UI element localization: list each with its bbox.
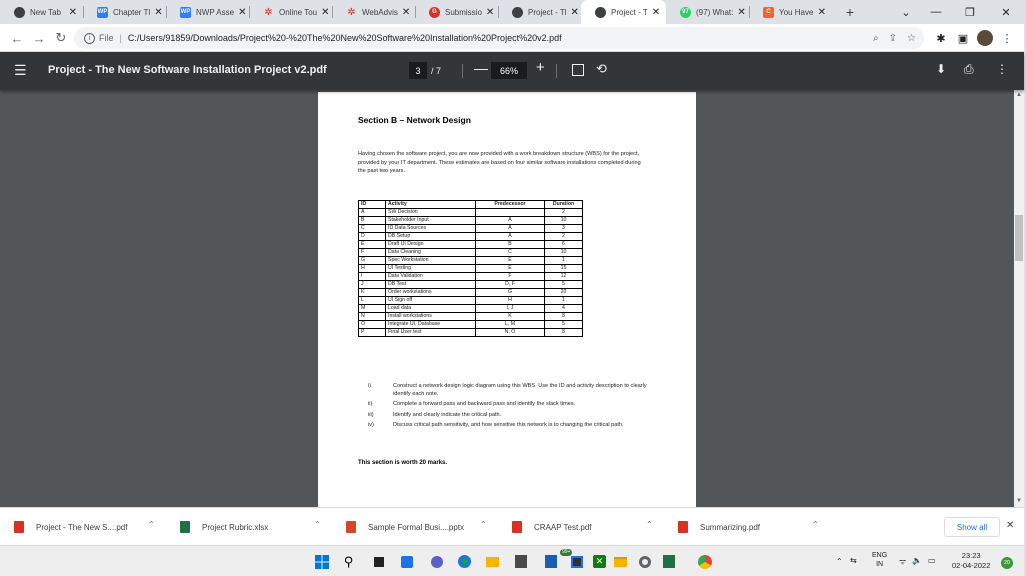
table-row <box>359 289 583 297</box>
question-text: Complete a forward pass and backward pass and identify the slack times. <box>393 401 576 408</box>
close-tab-icon[interactable]: ✕ <box>485 6 495 18</box>
url-text: C:/Users/91859/Downloads/Project%20-%20The%20New%20Software%20Installation%20Project%20v2.pdf <box>127 33 562 43</box>
scroll-down-arrow-icon[interactable]: ▼ <box>1016 498 1022 504</box>
address-separator: | <box>119 33 122 43</box>
tab-title: New Tab <box>30 7 61 17</box>
new-tab-button[interactable]: + <box>845 4 855 20</box>
downloads-bar <box>0 507 1024 545</box>
header-id: ID <box>359 201 386 209</box>
close-tab-icon[interactable]: ✕ <box>651 6 661 18</box>
close-tab-icon[interactable]: ✕ <box>321 6 330 18</box>
tab-search-icon[interactable]: ⌄ <box>901 6 911 19</box>
cell-id: I <box>359 273 386 281</box>
cell-duration: 2 <box>545 233 583 241</box>
cell-duration: 8 <box>545 329 583 337</box>
tab-title: Online Tou <box>279 7 318 17</box>
table-row <box>359 329 583 337</box>
chrome-icon <box>512 7 523 18</box>
tray-overflow-icon[interactable]: ⌃ <box>836 557 843 566</box>
table-row <box>359 249 583 257</box>
scroll-up-arrow-icon[interactable]: ▲ <box>1016 92 1022 98</box>
download-item[interactable] <box>14 518 127 536</box>
search-icon[interactable]: ⚲ <box>343 553 354 569</box>
cell-activity: ID Data Sources <box>386 225 476 233</box>
wbs-table <box>358 200 583 337</box>
browser-tab[interactable] <box>415 0 498 24</box>
region-code: IN <box>876 561 884 568</box>
close-tab-icon[interactable]: ✕ <box>238 6 247 18</box>
cell-duration: 1 <box>545 297 583 305</box>
close-tab-icon[interactable]: ✕ <box>68 6 77 18</box>
marks-note: This section is worth 20 marks. <box>358 460 448 466</box>
table-row <box>359 265 583 273</box>
header-activity: Activity <box>386 201 476 209</box>
calculator-icon[interactable] <box>512 553 529 570</box>
profile-avatar[interactable] <box>976 27 994 49</box>
chegg-icon: C <box>763 7 774 18</box>
address-bar[interactable] <box>74 27 924 49</box>
cell-duration: 10 <box>545 217 583 225</box>
cell-id: J <box>359 281 386 289</box>
back-arrow-icon[interactable]: ← <box>10 30 24 46</box>
cell-id: L <box>359 297 386 305</box>
download-item[interactable] <box>180 518 268 536</box>
chrome-icon <box>595 7 606 18</box>
cell-predecessor: N, O <box>476 329 545 337</box>
cell-id: G <box>359 257 386 265</box>
cell-activity: DB Setup <box>386 233 476 241</box>
forward-arrow-icon[interactable]: → <box>32 30 46 46</box>
browser-toolbar <box>0 24 1024 52</box>
restore-button[interactable]: ❐ <box>965 6 975 19</box>
question-item <box>368 382 648 398</box>
file-explorer-icon[interactable] <box>484 553 501 570</box>
close-tab-icon[interactable]: ✕ <box>154 6 163 18</box>
cell-predecessor: D, F <box>476 281 545 289</box>
toolbar-divider <box>462 64 463 78</box>
side-panel-icon[interactable]: ▣ <box>957 32 969 45</box>
info-icon[interactable]: i <box>84 33 95 44</box>
notification-count-badge[interactable]: 20 <box>1001 557 1013 569</box>
cell-id: P <box>359 329 386 337</box>
question-text: Identify and clearly indicate the critical path. <box>393 411 502 418</box>
tab-title: You Have <box>779 7 814 17</box>
browser-tab[interactable] <box>332 0 415 24</box>
tab-title: (97) What: <box>696 7 734 17</box>
cell-activity: UI Testing <box>386 265 476 273</box>
clock-date: 02-04-2022 <box>952 561 991 570</box>
cell-activity: UI Sign off <box>386 297 476 305</box>
word-icon[interactable] <box>542 553 559 570</box>
table-row <box>359 257 583 265</box>
submission-icon: G <box>429 7 440 18</box>
table-row <box>359 225 583 233</box>
cell-duration: 2 <box>545 209 583 217</box>
table-row <box>359 273 583 281</box>
cell-predecessor: I, J <box>476 305 545 313</box>
settings-gear-icon[interactable] <box>636 553 653 570</box>
cell-predecessor: H <box>476 297 545 305</box>
browser-menu-icon[interactable]: ⋮ <box>1001 32 1013 45</box>
question-text: Construct a network design logic diagram using this WBS. Use the ID and activity description to clearly identify each note. <box>393 383 647 398</box>
cell-id: E <box>359 241 386 249</box>
header-duration: Duration <box>545 201 583 209</box>
cell-activity: Spec Workstation <box>386 257 476 265</box>
cell-id: B <box>359 217 386 225</box>
question-item <box>368 411 648 419</box>
close-tab-icon[interactable]: ✕ <box>401 6 411 18</box>
cell-id: M <box>359 305 386 313</box>
download-options-chevron-icon[interactable]: ⌃ <box>646 520 653 529</box>
cell-id: D <box>359 233 386 241</box>
download-filename: Project - The New S....pdf <box>36 522 128 532</box>
close-window-button[interactable]: ✕ <box>1001 6 1011 19</box>
extensions-puzzle-icon[interactable]: ✱ <box>936 32 946 45</box>
gear-logo-icon: ✲ <box>347 6 356 18</box>
cell-activity: SW Decision <box>386 209 476 217</box>
chrome-icon <box>14 7 25 18</box>
cell-duration: 8 <box>545 313 583 321</box>
table-row <box>359 321 583 329</box>
download-options-chevron-icon[interactable]: ⌃ <box>480 520 487 529</box>
table-row <box>359 281 583 289</box>
reload-icon[interactable]: ↻ <box>55 30 67 45</box>
section-title: Section B – Network Design <box>358 115 471 125</box>
battery-icon[interactable]: ▭ <box>928 556 936 565</box>
download-options-chevron-icon[interactable]: ⌃ <box>812 520 819 529</box>
cell-duration: 5 <box>545 321 583 329</box>
print-icon[interactable]: ⎙ <box>964 62 974 76</box>
download-options-chevron-icon[interactable]: ⌃ <box>314 520 321 529</box>
page-indicator <box>409 62 441 79</box>
cell-id: O <box>359 321 386 329</box>
language-code: ENG <box>872 552 888 559</box>
pdf-toolbar <box>0 52 1024 90</box>
download-icon[interactable]: ⬇ <box>936 62 947 76</box>
question-number: ii) <box>368 401 373 408</box>
clock-time: 23:23 <box>961 551 981 560</box>
cell-predecessor: L, M <box>476 321 545 329</box>
cell-activity: Data Validation <box>386 273 476 281</box>
bookmark-star-icon[interactable]: ☆ <box>907 32 916 44</box>
close-tab-icon[interactable]: ✕ <box>570 6 579 18</box>
pdf-file-icon <box>14 521 24 533</box>
cell-activity: Integrate UI, Database <box>386 321 476 329</box>
cell-predecessor: K <box>476 313 545 321</box>
tab-title: Chapter Tl <box>113 7 151 17</box>
gear-logo-icon: ✲ <box>264 6 273 18</box>
cell-duration: 1 <box>545 257 583 265</box>
tab-strip <box>0 0 1024 24</box>
cell-predecessor: B <box>476 241 545 249</box>
minimize-button[interactable]: — <box>930 6 942 18</box>
browser-tab[interactable] <box>0 0 83 24</box>
cell-predecessor: G <box>476 289 545 297</box>
table-row <box>359 241 583 249</box>
browser-tab[interactable] <box>83 0 166 24</box>
close-downloads-icon[interactable]: ✕ <box>1006 520 1015 531</box>
pdf-file-icon <box>512 521 522 533</box>
file-scheme-label: File <box>99 33 114 43</box>
cell-id: H <box>359 265 386 273</box>
cell-predecessor: A <box>476 225 545 233</box>
chrome-taskbar-icon[interactable] <box>696 553 713 570</box>
browser-tab[interactable] <box>749 0 832 24</box>
question-number: iii) <box>368 411 374 418</box>
table-row <box>359 233 583 241</box>
pdf-page <box>318 92 696 512</box>
cell-predecessor: A <box>476 217 545 225</box>
show-all-button[interactable]: Show all <box>944 517 1000 537</box>
cell-duration: 6 <box>545 241 583 249</box>
system-clock[interactable] <box>952 551 990 571</box>
scrollbar[interactable] <box>1014 90 1024 507</box>
intro-paragraph: Having chosen the software project, you are now provided with a work breakdown structure (WBS) for the project, provided by your IT department. These estimates are based on four similar software installations completed during the past two years. <box>358 151 641 174</box>
zoom-lens-icon[interactable]: ⌕ <box>873 32 879 44</box>
cell-duration: 4 <box>545 305 583 313</box>
browser-tab[interactable] <box>581 0 666 24</box>
table-header-row <box>359 201 583 209</box>
question-item <box>368 421 648 429</box>
tab-title: NWP Asse <box>196 7 235 17</box>
excel-file-icon <box>180 521 190 533</box>
wp-icon: WP <box>180 7 191 18</box>
cell-activity: Load data <box>386 305 476 313</box>
question-number: iv) <box>368 421 374 428</box>
toolbar-divider <box>556 64 557 78</box>
wp-icon: WP <box>97 7 108 18</box>
cell-activity: Data Cleaning <box>386 249 476 257</box>
download-filename: CRAAP Test.pdf <box>534 522 592 532</box>
browser-tab[interactable] <box>249 0 332 24</box>
edge-browser-icon[interactable] <box>456 553 473 570</box>
browser-tab[interactable] <box>666 0 749 24</box>
cell-duration: 3 <box>545 225 583 233</box>
teams-chat-icon[interactable] <box>428 553 445 570</box>
cell-id: A <box>359 209 386 217</box>
cell-activity: Stakeholder Input <box>386 217 476 225</box>
network-share-icon[interactable]: ⇆ <box>850 556 857 565</box>
excel-icon[interactable] <box>660 553 677 570</box>
microsoft-store-icon[interactable] <box>568 553 585 570</box>
cell-predecessor: A <box>476 233 545 241</box>
windows-taskbar <box>0 545 1024 576</box>
cell-duration: 20 <box>545 289 583 297</box>
cell-id: N <box>359 313 386 321</box>
cell-duration: 15 <box>545 265 583 273</box>
cell-activity: DB Test <box>386 281 476 289</box>
close-tab-icon[interactable]: ✕ <box>817 6 826 18</box>
cell-activity: Install workstations <box>386 313 476 321</box>
language-indicator[interactable] <box>872 551 887 569</box>
question-text: Discuss critical path sensitivity, and how sensitive this network is to changing the critical path. <box>393 421 624 428</box>
cell-id: K <box>359 289 386 297</box>
cell-duration: 12 <box>545 273 583 281</box>
cell-predecessor: E <box>476 257 545 265</box>
page-number-input[interactable]: 3 <box>409 62 427 79</box>
powerpoint-file-icon <box>346 521 356 533</box>
table-row <box>359 217 583 225</box>
close-tab-icon[interactable]: ✕ <box>737 6 746 18</box>
header-predecessor: Predecessor <box>476 201 545 209</box>
store-badge: 99+ <box>562 549 571 555</box>
pdf-title: Project - The New Software Installation Project v2.pdf <box>48 64 327 76</box>
browser-tab[interactable] <box>166 0 249 24</box>
xbox-icon[interactable]: ✕ <box>591 553 608 570</box>
scrollbar-thumb[interactable] <box>1015 215 1023 261</box>
pdf-file-icon <box>678 521 688 533</box>
download-filename: Summarizing.pdf <box>700 522 761 532</box>
folder-icon[interactable] <box>612 553 629 570</box>
zoom-out-button[interactable]: — <box>474 60 488 76</box>
cell-activity: Order workstations <box>386 289 476 297</box>
download-item[interactable] <box>678 518 760 536</box>
download-filename: Sample Formal Busi....pptx <box>368 522 465 532</box>
table-row <box>359 209 583 217</box>
cell-predecessor: C <box>476 249 545 257</box>
cell-predecessor <box>476 209 545 217</box>
zoom-in-button[interactable]: + <box>536 59 545 76</box>
cell-activity: Draft UI Design <box>386 241 476 249</box>
cell-predecessor: F <box>476 273 545 281</box>
fit-page-icon[interactable] <box>572 64 584 76</box>
share-icon[interactable]: ⇪ <box>888 32 898 44</box>
download-options-chevron-icon[interactable]: ⌃ <box>148 520 155 529</box>
windows-start-icon[interactable] <box>313 553 330 570</box>
page-total: / 7 <box>431 65 442 76</box>
volume-icon[interactable]: 🔈 <box>912 556 922 565</box>
download-item[interactable] <box>346 518 464 536</box>
zoom-level-input[interactable]: 66% <box>491 62 527 79</box>
task-view-icon[interactable] <box>370 553 387 570</box>
cell-activity: Final User test <box>386 329 476 337</box>
tab-title: WebAdvis <box>362 7 398 17</box>
table-row <box>359 305 583 313</box>
question-number: i) <box>368 383 372 389</box>
cell-id: C <box>359 225 386 233</box>
cell-duration: 10 <box>545 249 583 257</box>
more-options-icon[interactable]: ⋮ <box>996 62 1008 76</box>
download-item[interactable] <box>512 518 592 536</box>
table-row <box>359 297 583 305</box>
cell-predecessor: E <box>476 265 545 273</box>
hamburger-menu-icon[interactable]: ☰ <box>14 62 27 78</box>
cell-duration: 5 <box>545 281 583 289</box>
tab-title: Submissio <box>445 7 482 17</box>
rotate-icon[interactable]: ⟲ <box>596 61 607 76</box>
wifi-icon[interactable]: ᯤ <box>899 557 907 566</box>
cell-id: F <box>359 249 386 257</box>
browser-tab[interactable] <box>498 0 581 24</box>
widgets-icon[interactable] <box>398 553 415 570</box>
table-row <box>359 313 583 321</box>
questions-list <box>368 382 648 431</box>
download-filename: Project Rubric.xlsx <box>202 522 269 532</box>
whatsapp-icon: 97 <box>680 7 691 18</box>
tab-title: Project - Tl <box>528 7 567 17</box>
tab-title: Project - T <box>611 7 648 17</box>
question-item <box>368 400 648 408</box>
